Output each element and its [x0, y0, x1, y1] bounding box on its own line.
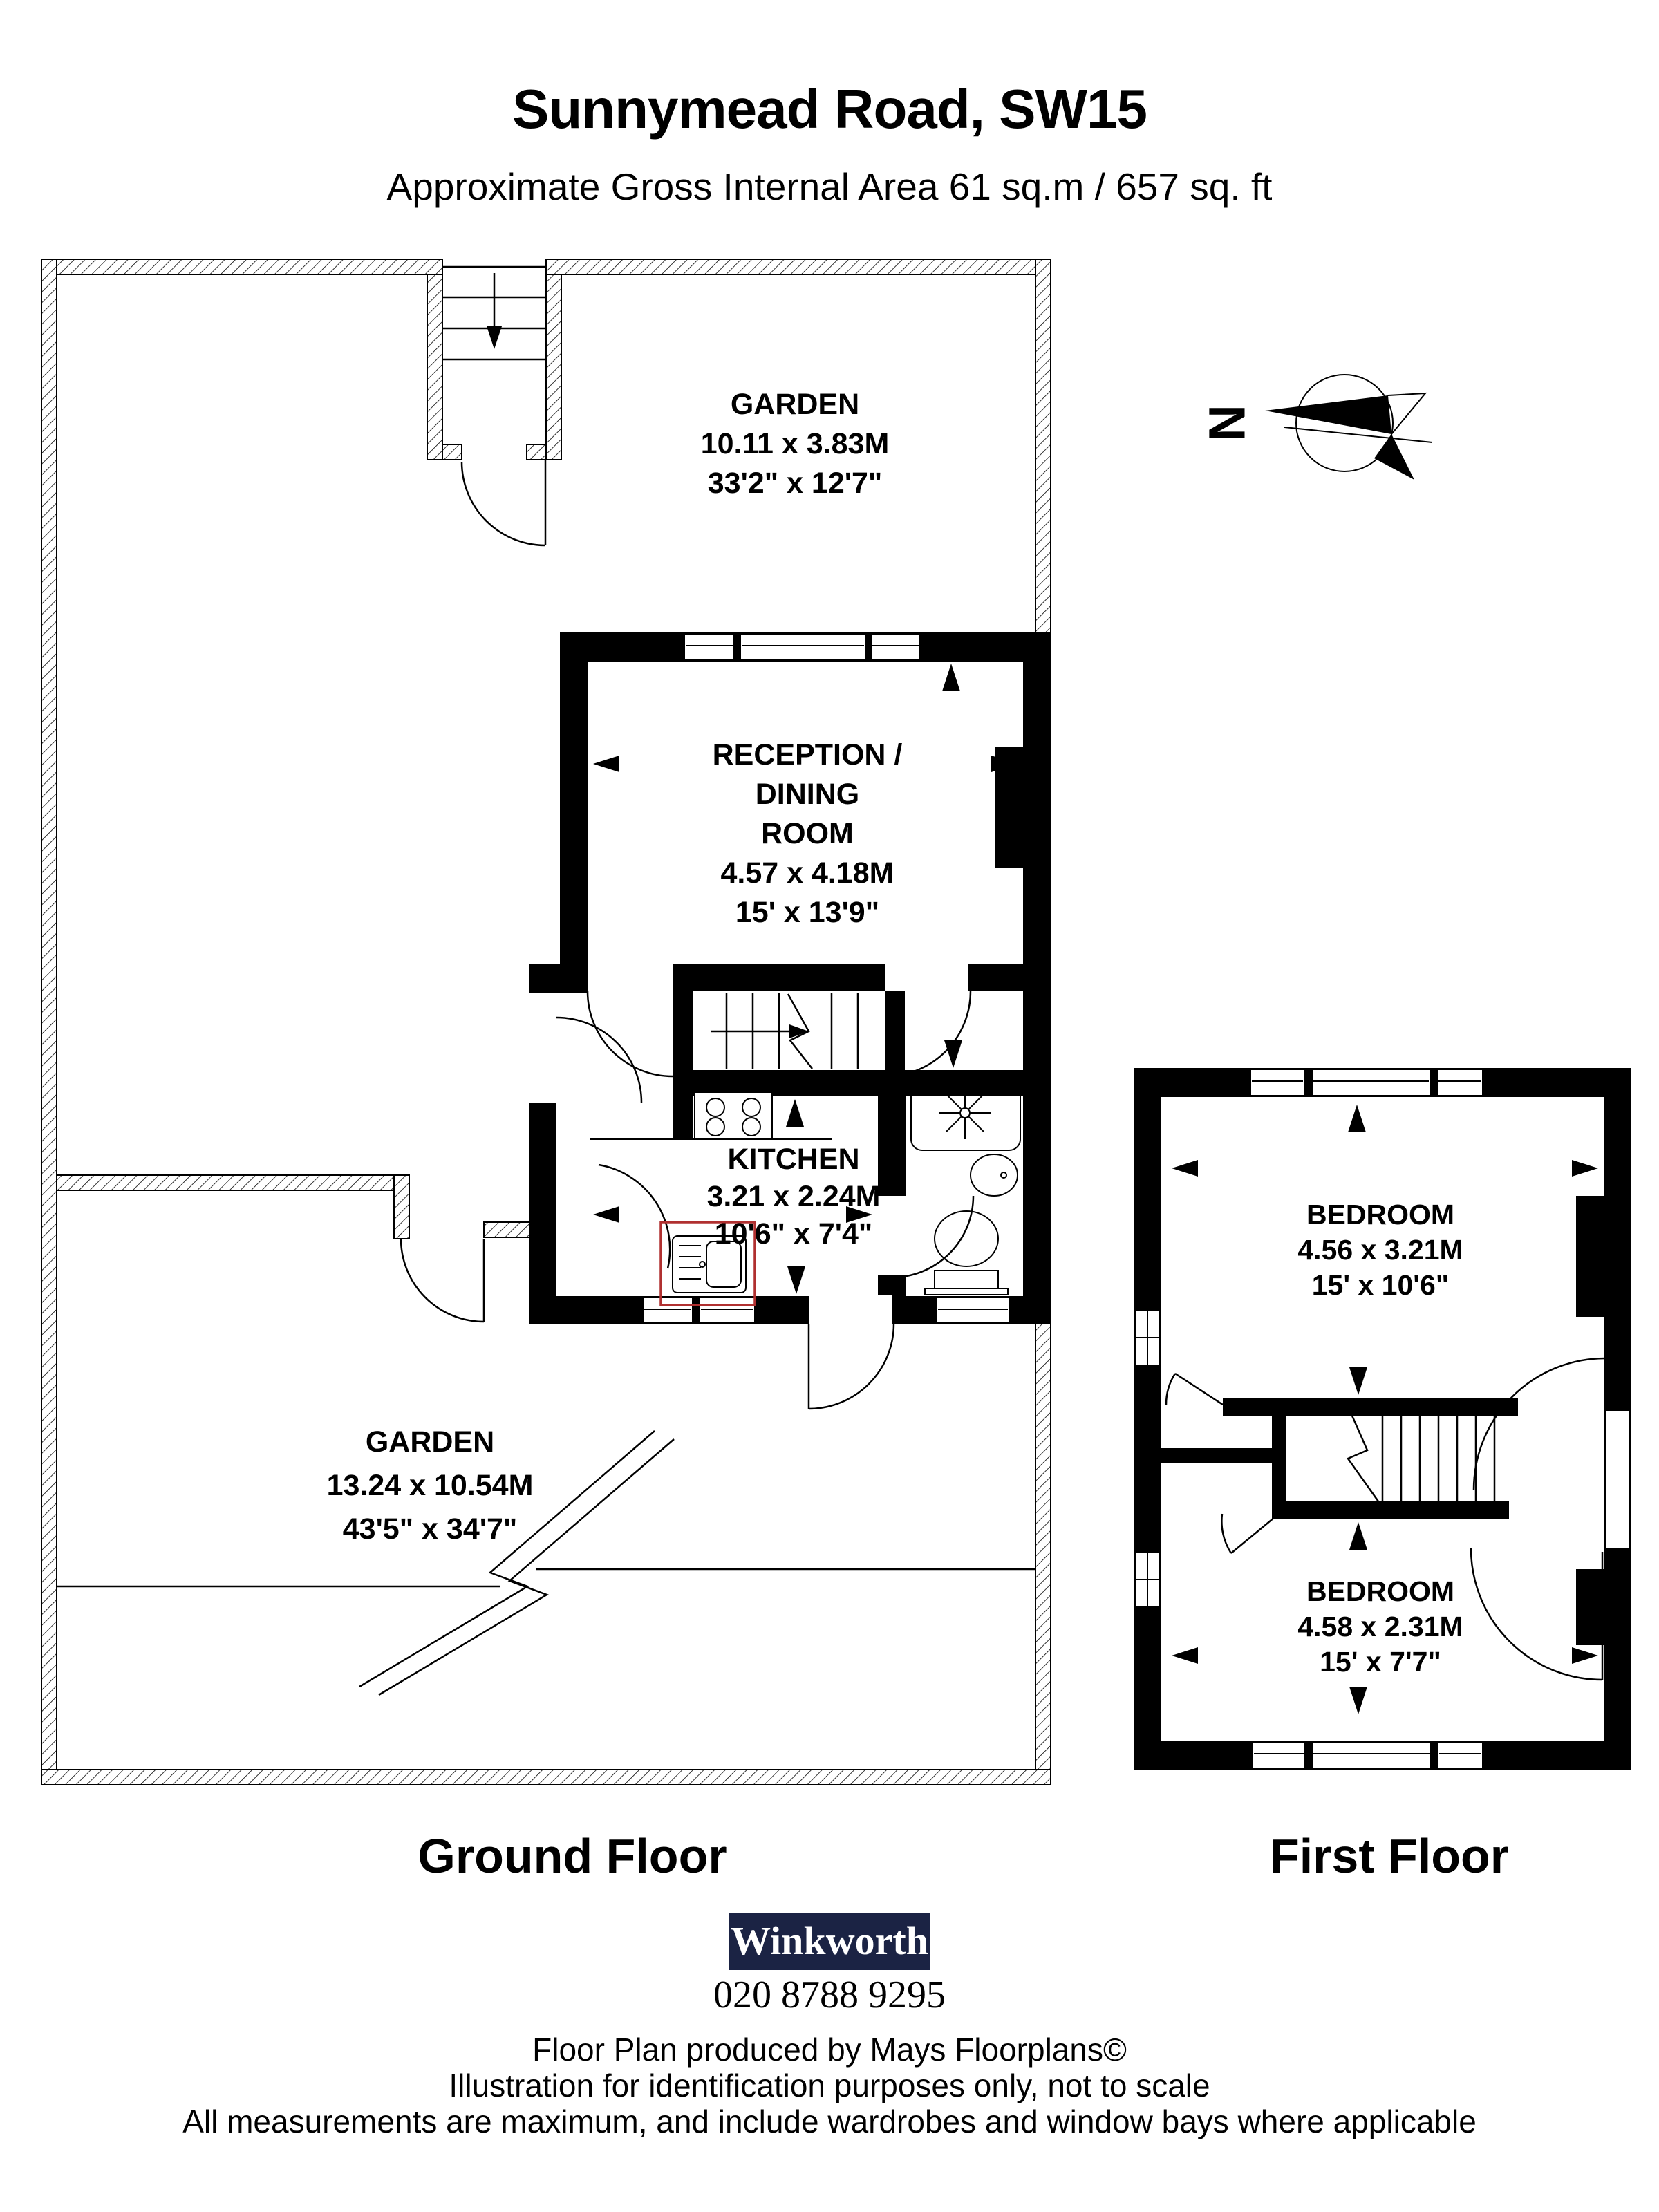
- passage-gate-door-arc: [462, 460, 545, 545]
- door-arc: [809, 1324, 894, 1409]
- room-label-garden-rear: [327, 1421, 534, 1551]
- page-subtitle: Approximate Gross Internal Area 61 sq.m / 657 sq. ft: [386, 165, 1273, 208]
- landing-door-opening: [1605, 1410, 1630, 1548]
- dimension-arrow: [1572, 1647, 1598, 1664]
- door-arc: [556, 1018, 641, 1103]
- dimension-arrow: [593, 756, 619, 772]
- garden-edge-lines: [57, 1431, 1035, 1695]
- room-imperial: 43'5" x 34'7": [342, 1512, 518, 1546]
- room-imperial: 15' x 10'6": [1311, 1269, 1450, 1301]
- dimension-arrow: [1172, 1160, 1198, 1177]
- room-imperial: 10'6" x 7'4": [714, 1217, 873, 1250]
- room-imperial: 15' x 7'7": [1320, 1646, 1441, 1678]
- room-name: ROOM: [761, 817, 854, 850]
- room-label-bedroom-back: [1297, 1574, 1463, 1680]
- room-name: GARDEN: [730, 388, 860, 421]
- room-name: DINING: [755, 778, 860, 811]
- compass-north-label: N: [1198, 404, 1256, 442]
- room-name: KITCHEN: [727, 1143, 860, 1176]
- window: [871, 634, 920, 660]
- door-arc: [588, 991, 673, 1076]
- dimension-arrow: [593, 1206, 619, 1223]
- room-name: GARDEN: [365, 1425, 495, 1459]
- dimension-arrow: [787, 1266, 805, 1294]
- room-metric: 10.11 x 3.83M: [700, 427, 890, 460]
- window: [1312, 1069, 1430, 1096]
- room-label-garden-side: [701, 385, 890, 503]
- step-direction-arrow: [487, 326, 502, 349]
- stairs-first: [1348, 1416, 1494, 1501]
- window: [1253, 1742, 1305, 1768]
- dimension-arrow: [1349, 1522, 1367, 1550]
- room-label-kitchen: [706, 1141, 880, 1253]
- boundary-right-upper: [1035, 259, 1051, 632]
- window: [1438, 1742, 1483, 1768]
- dimension-arrow: [1572, 1160, 1598, 1177]
- garden-fence: [57, 1175, 394, 1190]
- room-metric: 3.21 x 2.24M: [706, 1180, 881, 1213]
- room-name: RECEPTION /: [712, 738, 903, 771]
- window: [740, 634, 865, 660]
- first-floor-label: First Floor: [1269, 1829, 1510, 1883]
- room-name: BEDROOM: [1306, 1199, 1455, 1230]
- room-label-reception: [713, 735, 903, 932]
- boundary-left: [41, 259, 57, 1785]
- footer-line-measurements: All measurements are maximum, and include wardrobes and window bays where applicable: [182, 2103, 1477, 2139]
- dimension-arrow: [944, 1040, 962, 1068]
- stairs-ground: [711, 993, 858, 1069]
- door-arc: [1221, 1514, 1231, 1553]
- garden-fence-post: [394, 1175, 409, 1239]
- rear-door-opening: [809, 1295, 892, 1325]
- room-label-bedroom-front: [1297, 1197, 1463, 1303]
- door-arc: [1474, 1358, 1605, 1490]
- chimney-breast: [1576, 1196, 1604, 1317]
- boundary-right-lower: [1035, 1324, 1051, 1770]
- toilet-icon: [925, 1211, 1008, 1295]
- dimension-arrow: [1349, 1367, 1367, 1395]
- dimension-arrow: [942, 664, 960, 691]
- door-arc: [1166, 1374, 1175, 1405]
- footer-line-producer: Floor Plan produced by Mays Floorplans©: [532, 2032, 1127, 2068]
- chimney-breast: [1576, 1569, 1604, 1645]
- room-imperial: 33'2" x 12'7": [707, 467, 883, 500]
- dimension-arrow: [1348, 1105, 1366, 1132]
- room-metric: 4.57 x 4.18M: [720, 856, 894, 890]
- compass-icon: [1199, 375, 1433, 480]
- stair-break-line: [1348, 1416, 1378, 1501]
- passage-return-left: [442, 444, 462, 460]
- passage-wall-left: [427, 274, 442, 460]
- winkworth-logo: Winkworth: [729, 1913, 930, 1970]
- front-door-opening: [528, 993, 557, 1103]
- boundary-bottom: [41, 1770, 1051, 1785]
- room-metric: 13.24 x 10.54M: [326, 1469, 534, 1502]
- window: [1312, 1742, 1431, 1768]
- dimension-arrow: [1349, 1687, 1367, 1714]
- boundary-top-left: [41, 259, 442, 274]
- room-metric: 4.56 x 3.21M: [1297, 1234, 1463, 1266]
- room-imperial: 15' x 13'9": [735, 896, 880, 929]
- basin-icon: [971, 1154, 1018, 1196]
- passage-wall-right: [546, 274, 561, 460]
- garden-gate-door-arc: [401, 1239, 484, 1322]
- door-arc: [892, 1196, 973, 1277]
- window: [684, 634, 734, 660]
- boundary-top-right: [546, 259, 1051, 274]
- window: [1437, 1069, 1483, 1096]
- room-name: BEDROOM: [1306, 1575, 1455, 1607]
- window: [1250, 1069, 1304, 1096]
- ground-floor-label: Ground Floor: [418, 1829, 727, 1883]
- page-title: Sunnymead Road, SW15: [512, 78, 1147, 140]
- room-metric: 4.58 x 2.31M: [1297, 1611, 1463, 1642]
- passage-return-right: [527, 444, 546, 460]
- footer-line-disclaimer: Illustration for identification purposes only, not to scale: [449, 2068, 1210, 2103]
- phone-number: 020 8788 9295: [713, 1974, 946, 2016]
- dimension-arrow: [1172, 1647, 1198, 1664]
- dimension-arrow: [786, 1099, 804, 1127]
